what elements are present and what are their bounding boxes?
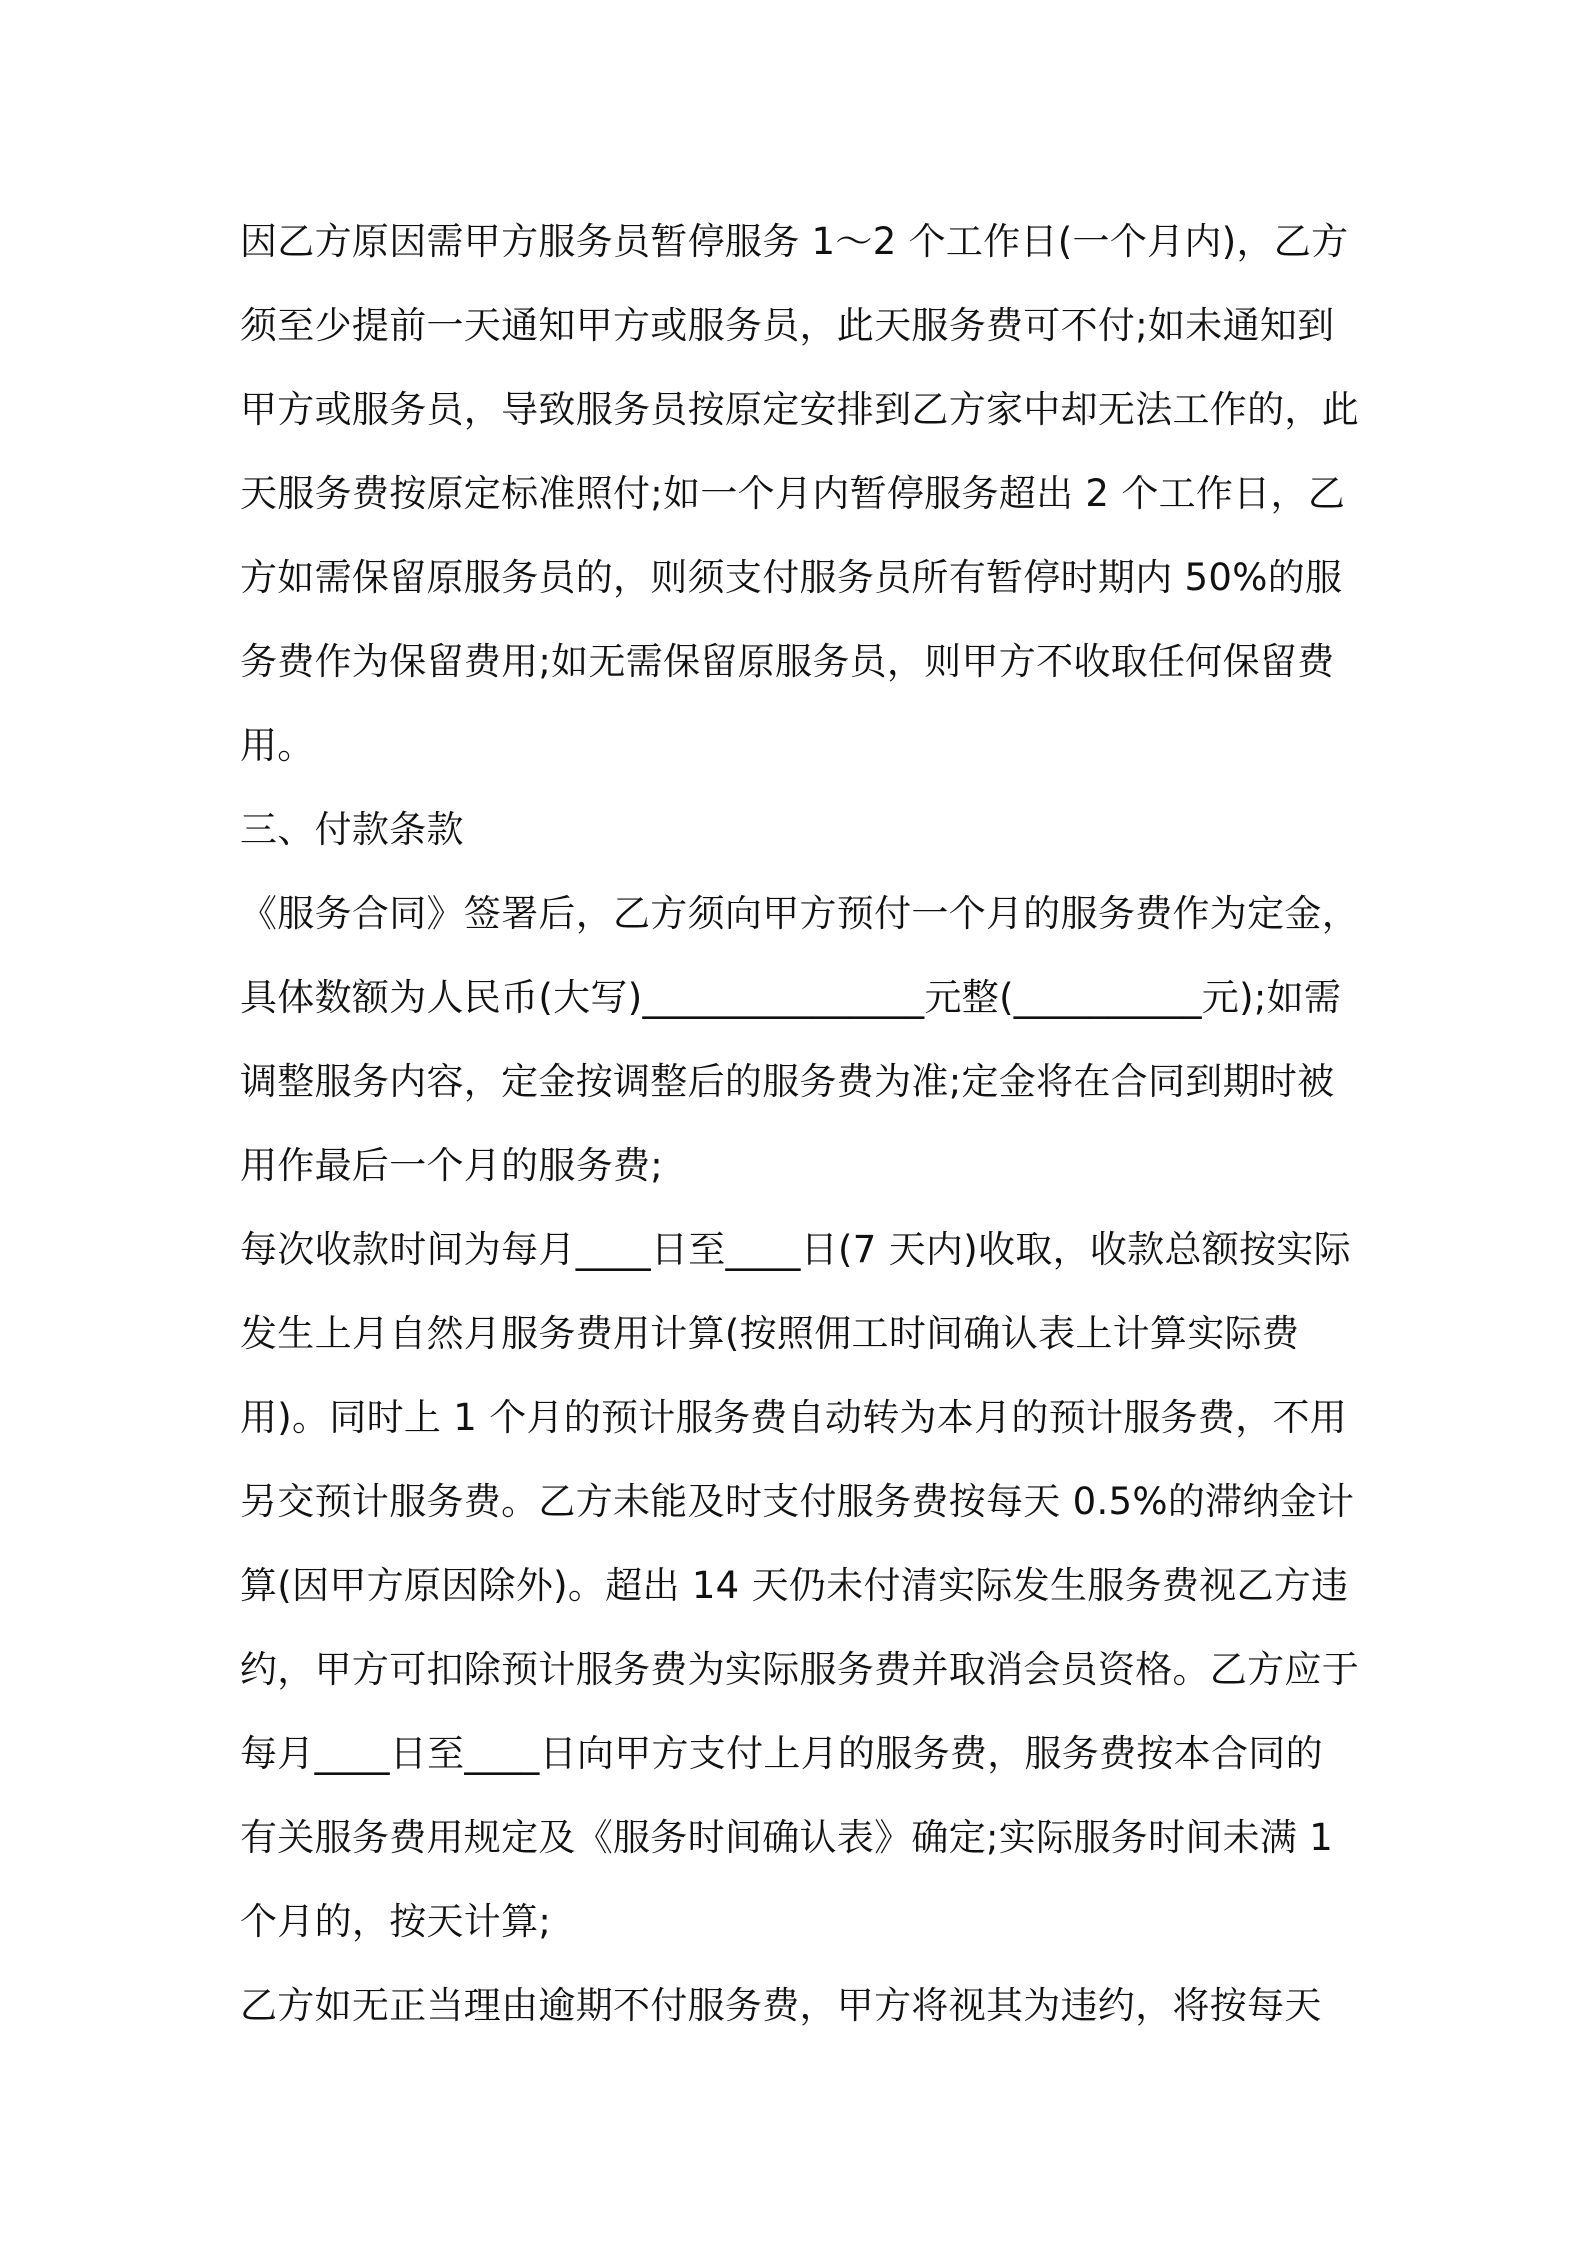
text-line: 有关服务费用规定及《服务时间确认表》确定;实际服务时间未满 1 [240, 1816, 1334, 1859]
text-line: 方如需保留原服务员的，则须支付服务员所有暂停时期内 50%的服 [240, 556, 1343, 599]
text-line: 约，甲方可扣除预计服务费为实际服务费并取消会员资格。乙方应于 [240, 1648, 1359, 1691]
text-line: 用。 [240, 724, 315, 767]
text-line: 务费作为保留费用;如无需保留原服务员，则甲方不收取任何保留费 [240, 640, 1335, 683]
text-line: 发生上月自然月服务费用计算(按照佣工时间确认表上计算实际费 [240, 1312, 1300, 1355]
text-line: 天服务费按原定标准照付;如一个月内暂停服务超出 2 个工作日，乙 [240, 472, 1346, 515]
text-line: 算(因甲方原因除外)。超出 14 天仍未付清实际发生服务费视乙方违 [240, 1564, 1349, 1607]
text-line: 每月____日至____日向甲方支付上月的服务费，服务费按本合同的 [240, 1732, 1323, 1775]
text-line: 用)。同时上 1 个月的预计服务费自动转为本月的预计服务费，不用 [240, 1396, 1348, 1439]
text-line: 《服务合同》签署后，乙方须向甲方预付一个月的服务费作为定金， [240, 892, 1359, 935]
text-line: 每次收款时间为每月____日至____日(7 天内)收取，收款总额按实际 [240, 1228, 1351, 1271]
text-line: 甲方或服务员，导致服务员按原定安排到乙方家中却无法工作的，此 [240, 388, 1359, 431]
text-line: 具体数额为人民币(大写)_______________元整(__________元);如需 [240, 976, 1342, 1019]
text-line: 因乙方原因需甲方服务员暂停服务 1～2 个工作日(一个月内)，乙方 [240, 220, 1349, 263]
text-line: 另交预计服务费。乙方未能及时支付服务费按每天 0.5%的滞纳金计 [240, 1480, 1355, 1523]
text-line: 须至少提前一天通知甲方或服务员，此天服务费可不付;如未通知到 [240, 304, 1335, 347]
text-line: 用作最后一个月的服务费; [240, 1144, 664, 1187]
text-line: 乙方如无正当理由逾期不付服务费，甲方将视其为违约，将按每天 [240, 1984, 1322, 2027]
text-line: 调整服务内容，定金按调整后的服务费为准;定金将在合同到期时被 [240, 1060, 1335, 1103]
section-heading: 三、付款条款 [240, 808, 464, 851]
document-body [240, 200, 1365, 2048]
text-line: 个月的，按天计算; [240, 1900, 552, 1943]
